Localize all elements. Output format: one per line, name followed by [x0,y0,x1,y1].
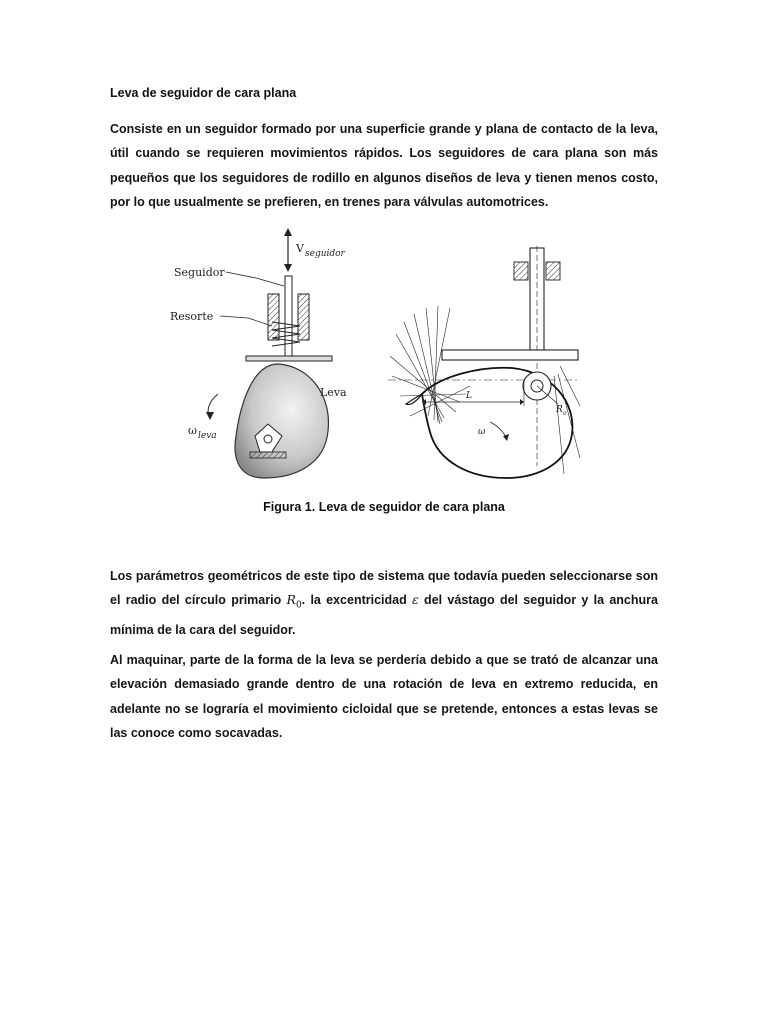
guide-left [268,294,279,340]
cam-shaft [264,435,272,443]
arrow-head-down [284,264,292,272]
cam-lobe [235,364,328,478]
paragraph-parameters-part1: Los parámetros geométricos de este tipo de sistema que todavía pueden seleccionarse son el radio del círculo primario [110,569,658,608]
figure-caption: Figura 1. Leva de seguidor de cara plana [263,500,505,514]
symbol-R0 [286,592,302,611]
section-heading: Leva de seguidor de cara plana [110,86,297,100]
leader-seguidor [226,272,284,286]
paragraph-parameters-part2: . la excentricidad [301,593,413,608]
label-omega-right: ω [478,427,486,437]
right-flat-face [442,350,578,360]
rotation-arrow-head [206,412,214,420]
left-diagram [170,228,347,478]
label-Ro-sub: o [563,410,567,417]
symbol-epsilon: ε [412,592,419,608]
label-L: L [466,391,472,401]
envelope-lines [390,306,580,474]
dimension-arrow-right [520,399,524,405]
right-follower-stem [530,248,544,350]
guide-right [298,294,309,340]
label-resorte: Resorte [170,310,214,323]
figure-drawing [160,226,580,484]
label-v-sub: seguidor [305,249,345,259]
label-seguidor: Seguidor [174,266,225,279]
symbol-R-sub: 0 [295,600,302,611]
right-diagram [388,246,580,478]
right-guide-right [546,262,560,280]
flat-face [246,356,332,361]
right-rotation-arrow-head [503,434,509,441]
arrow-head-up [284,228,292,236]
label-omega-sub: leva [198,431,217,441]
leader-resorte [220,316,272,326]
symbol-R: R [286,592,296,608]
paragraph-parameters-part3: del vástago del seguidor y la anchura mínima de la cara del seguidor. [110,593,658,638]
label-omega: ω [188,424,197,437]
label-Ro: R [556,405,563,415]
cam-base [250,452,286,458]
paragraph-machining: Al maquinar, parte de la forma de la leva se perdería debido a que se trató de alcanzar una elevación demasiado grande dentro de una rotación de leva en extremo reducida, en adelante no se lograría el movimiento cicloidal que se pretende, entonces a estas levas se las conoce como socavadas. [110,653,658,741]
figure-flat-follower-cam [160,226,580,484]
paragraph-parameters [110,564,658,643]
label-v: V [296,242,304,255]
paragraph-intro: Consiste en un seguidor formado por una superficie grande y plana de contacto de la leva, útil cuando se requieren movimientos rápidos. Los seguidores de cara plana son más pequeños que los seguidores de rodillo en algunos diseños de leva y tienen menos costo, por lo que usualmente se prefieren, en trenes para válvulas automotrices. [110,122,658,210]
label-leva: Leva [320,386,347,399]
right-rotation-arrow [490,422,506,438]
right-guide-left [514,262,528,280]
